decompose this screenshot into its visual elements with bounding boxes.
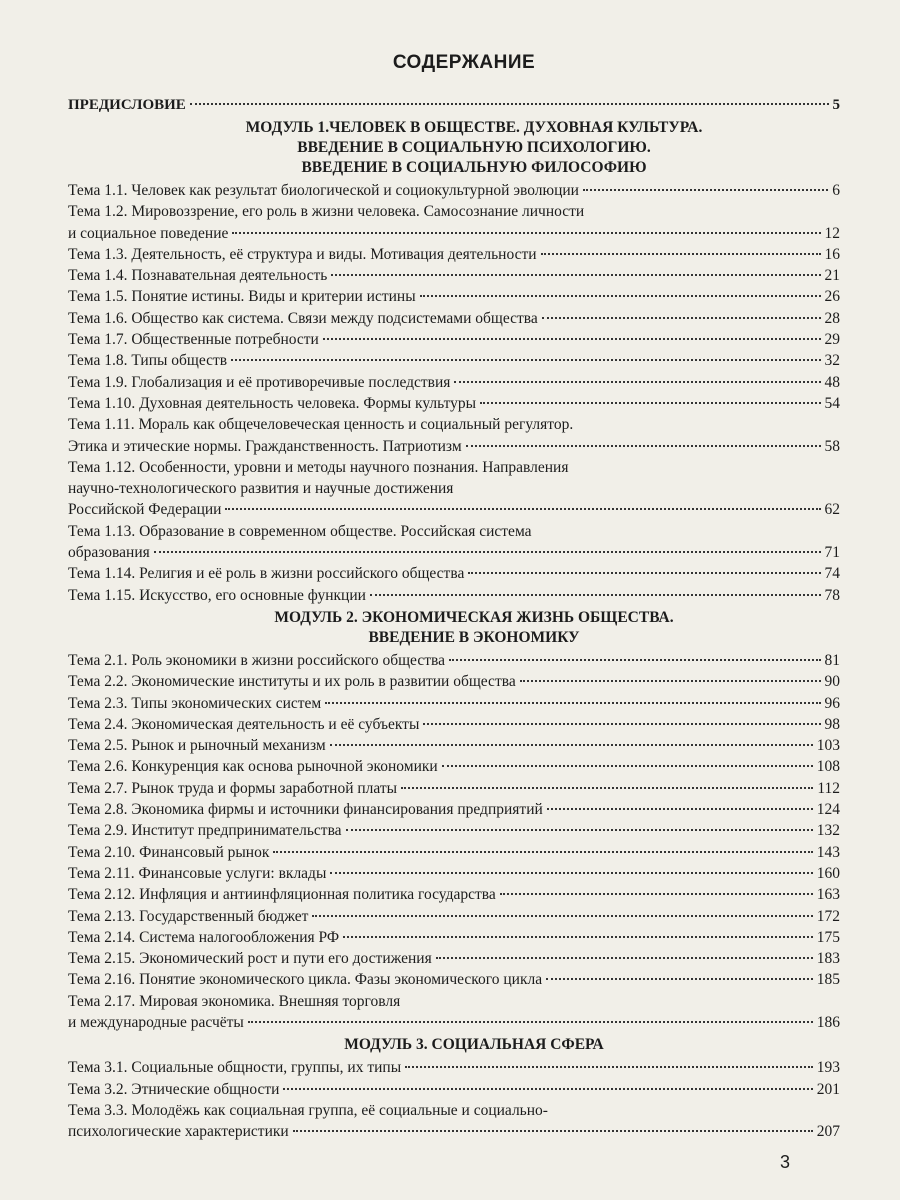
- leader-dots: [420, 295, 821, 297]
- entry-title: Тема 2.15. Экономический рост и пути его достижения: [68, 950, 432, 968]
- entry-line: [68, 927, 840, 948]
- entry-page: 124: [816, 801, 840, 819]
- entry-line: [68, 693, 840, 714]
- entry-line: [68, 884, 840, 905]
- leader-dots: [401, 787, 813, 789]
- leader-dots: [583, 189, 828, 191]
- leader-dots: [520, 680, 821, 682]
- entry-page: 26: [824, 288, 840, 306]
- leader-dots: [542, 317, 821, 319]
- leader-dots: [323, 338, 821, 340]
- entry-page: 96: [824, 694, 840, 712]
- entry-page: 132: [816, 822, 840, 840]
- toc-entry[interactable]: [68, 457, 840, 521]
- leader-dots: [547, 808, 813, 810]
- toc-entry[interactable]: [68, 756, 840, 777]
- toc-entry[interactable]: [68, 180, 840, 201]
- leader-dots: [331, 274, 820, 276]
- toc-entry[interactable]: [68, 842, 840, 863]
- toc-entry[interactable]: [68, 414, 840, 457]
- entry-page: 112: [817, 779, 840, 797]
- entry-line: [68, 542, 840, 563]
- entry-line: [68, 563, 840, 584]
- toc-entry[interactable]: [68, 693, 840, 714]
- entry-line: [68, 671, 840, 692]
- entry-title-line: Тема 1.2. Мировоззрение, его роль в жизни человека. Самосознание личности: [68, 203, 585, 221]
- module1-heading-line: ВВЕДЕНИЕ В СОЦИАЛЬНУЮ ФИЛОСОФИЮ: [301, 159, 647, 176]
- toc-entry[interactable]: [68, 906, 840, 927]
- entry-line: [68, 244, 840, 265]
- toc-entry[interactable]: [68, 1057, 840, 1078]
- leader-dots: [546, 978, 813, 980]
- entry-page: 185: [816, 971, 840, 989]
- entry-line: [68, 350, 840, 371]
- toc-entry[interactable]: [68, 393, 840, 414]
- entry-title: Тема 1.4. Познавательная деятельность: [68, 267, 328, 285]
- entry-page: 207: [816, 1123, 840, 1141]
- leader-dots: [154, 551, 821, 553]
- entry-title: Тема 1.7. Общественные потребности: [68, 331, 319, 349]
- entry-title-line: научно-технологического развития и научные достижения: [68, 480, 454, 498]
- preface-page: 5: [832, 97, 840, 113]
- module2-heading-line: ВВЕДЕНИЕ В ЭКОНОМИКУ: [368, 628, 580, 646]
- entry-title: Тема 2.14. Система налогообложения РФ: [68, 928, 340, 946]
- entry-title: Тема 2.10. Финансовый рынок: [68, 843, 270, 861]
- entry-title: Тема 1.14. Религия и её роль в жизни российского общества: [68, 565, 465, 583]
- entry-title: Тема 3.2. Этнические общности: [68, 1080, 280, 1098]
- entry-line: [68, 223, 840, 244]
- entry-title: Тема 1.5. Понятие истины. Виды и критерии истины: [68, 288, 416, 306]
- toc-entry[interactable]: [68, 1100, 840, 1143]
- entry-page: 54: [824, 394, 840, 412]
- leader-dots: [330, 872, 812, 874]
- leader-dots: [423, 723, 820, 725]
- leader-dots: [442, 765, 813, 767]
- toc-entry[interactable]: [68, 329, 840, 350]
- entry-page: 58: [824, 437, 840, 455]
- entry-title: Тема 2.11. Финансовые услуги: вклады: [68, 864, 327, 882]
- leader-dots: [370, 594, 821, 596]
- toc-entry[interactable]: [68, 201, 840, 244]
- entry-title: Тема 2.3. Типы экономических систем: [68, 694, 322, 712]
- entry-page: 143: [816, 843, 840, 861]
- entry-title: и социальное поведение: [68, 224, 229, 242]
- toc-entry[interactable]: [68, 521, 840, 564]
- entry-line: [68, 393, 840, 414]
- toc-entry[interactable]: [68, 991, 840, 1034]
- leader-dots: [273, 851, 812, 853]
- entry-title: Тема 1.1. Человек как результат биологической и социокультурной эволюции: [68, 182, 579, 199]
- leader-dots: [454, 381, 820, 383]
- entry-title-line: Тема 2.17. Мировая экономика. Внешняя торговля: [68, 992, 401, 1010]
- entry-title: Российской Федерации: [68, 501, 222, 519]
- toc-entry[interactable]: [68, 735, 840, 756]
- entry-page: 28: [824, 309, 840, 327]
- entry-title: образования: [68, 544, 150, 562]
- entry-line: [68, 1057, 840, 1078]
- entry-page: 103: [816, 737, 840, 755]
- toc-modules: [68, 118, 840, 1142]
- entry-page: 175: [816, 928, 840, 946]
- entry-line: [68, 329, 840, 350]
- module2-heading-line: МОДУЛЬ 2. ЭКОНОМИЧЕСКАЯ ЖИЗНЬ ОБЩЕСТВА.: [274, 608, 674, 626]
- entry-page: 71: [824, 544, 840, 562]
- entry-title: Тема 2.1. Роль экономики в жизни российского общества: [68, 651, 445, 669]
- toc-entry[interactable]: [68, 799, 840, 820]
- preface-label: ПРЕДИСЛОВИЕ: [68, 97, 186, 113]
- entry-page: 29: [824, 331, 840, 349]
- entry-page: 98: [824, 715, 840, 733]
- leader-dots: [325, 702, 820, 704]
- toc-entry[interactable]: [68, 1079, 840, 1100]
- entry-title: Тема 2.6. Конкуренция как основа рыночной экономики: [68, 758, 438, 776]
- leader-dots: [500, 893, 813, 895]
- entry-line: [68, 735, 840, 756]
- leader-dots: [330, 744, 813, 746]
- entry-page: 193: [816, 1059, 840, 1077]
- entry-title: Тема 3.1. Социальные общности, группы, их типы: [68, 1059, 402, 1077]
- entry-title: Тема 1.10. Духовная деятельность человека. Формы культуры: [68, 394, 477, 412]
- entry-line: [68, 1121, 840, 1142]
- toc-entry[interactable]: [68, 286, 840, 307]
- entry-page: 108: [816, 758, 840, 776]
- leader-dots: [231, 359, 820, 361]
- entry-title: психологические характеристики: [68, 1123, 289, 1141]
- entry-title: Тема 2.2. Экономические институты и их роль в развитии общества: [68, 673, 516, 691]
- entry-title: Тема 2.13. Государственный бюджет: [68, 907, 309, 925]
- entry-page: 183: [816, 950, 840, 968]
- leader-dots: [283, 1088, 812, 1090]
- entry-title: Тема 2.8. Экономика фирмы и источники финансирования предприятий: [68, 801, 543, 819]
- entry-title: Тема 1.8. Типы обществ: [68, 352, 228, 370]
- toc-entry[interactable]: [68, 820, 840, 841]
- module3-heading-line: МОДУЛЬ 3. СОЦИАЛЬНАЯ СФЕРА: [344, 1036, 604, 1054]
- entry-line: [68, 372, 840, 393]
- entry-page: 78: [824, 586, 840, 604]
- entry-line: [68, 820, 840, 841]
- entry-page: 32: [824, 352, 840, 370]
- leader-dots: [190, 103, 829, 105]
- entry-page: 163: [816, 886, 840, 904]
- entry-title: Тема 1.3. Деятельность, её структура и виды. Мотивация деятельности: [68, 245, 537, 263]
- module3-heading: [68, 1035, 840, 1055]
- module1-heading-line: МОДУЛЬ 1.ЧЕЛОВЕК В ОБЩЕСТВЕ. ДУХОВНАЯ КУЛЬТУРА.: [245, 119, 703, 136]
- entry-title: Тема 2.7. Рынок труда и формы заработной платы: [68, 779, 398, 797]
- toc-entry[interactable]: [68, 671, 840, 692]
- entry-title: Тема 1.9. Глобализация и её противоречивые последствия: [68, 373, 451, 391]
- entry-title: Тема 1.15. Искусство, его основные функции: [68, 586, 366, 604]
- leader-dots: [312, 915, 812, 917]
- entry-line: [68, 863, 840, 884]
- entry-title: Тема 2.16. Понятие экономического цикла. Фазы экономического цикла: [68, 971, 543, 989]
- leader-dots: [466, 445, 821, 447]
- leader-dots: [480, 402, 820, 404]
- toc-entry[interactable]: [68, 585, 840, 606]
- entry-page: 48: [824, 373, 840, 391]
- entry-line: [68, 265, 840, 286]
- entry-line: [68, 308, 840, 329]
- entry-line: [68, 499, 840, 520]
- leader-dots: [225, 508, 820, 510]
- leader-dots: [232, 232, 820, 234]
- leader-dots: [449, 659, 821, 661]
- page-number: 3: [779, 1152, 790, 1172]
- entry-line: [68, 180, 840, 201]
- entry-page: 21: [824, 267, 840, 285]
- toc-entry[interactable]: [68, 350, 840, 371]
- toc-entry[interactable]: [68, 714, 840, 735]
- entry-page: 90: [824, 673, 840, 691]
- entry-page: 172: [816, 907, 840, 925]
- toc-entry[interactable]: [68, 563, 840, 584]
- module1-heading-line: ВВЕДЕНИЕ В СОЦИАЛЬНУЮ ПСИХОЛОГИЮ.: [297, 139, 651, 156]
- module1-heading: [68, 118, 840, 178]
- toc-entry[interactable]: [68, 927, 840, 948]
- entry-title-line: Тема 1.12. Особенности, уровни и методы научного познания. Направления: [68, 458, 569, 476]
- toc-entry[interactable]: [68, 650, 840, 671]
- entry-line: [68, 1079, 840, 1100]
- entry-page: 81: [824, 651, 840, 669]
- entry-title-line: Тема 3.3. Молодёжь как социальная группа, её социальные и социально-: [68, 1101, 548, 1119]
- entry-title: Тема 2.12. Инфляция и антиинфляционная политика государства: [68, 886, 496, 904]
- leader-dots: [405, 1066, 813, 1068]
- toc-entry[interactable]: [68, 969, 840, 990]
- leader-dots: [436, 957, 813, 959]
- entry-page: 6: [832, 182, 840, 199]
- entry-title: Этика и этические нормы. Гражданственность. Патриотизм: [68, 437, 462, 455]
- entry-page: 160: [816, 864, 840, 882]
- entry-title: Тема 2.4. Экономическая деятельность и её субъекты: [68, 715, 420, 733]
- entry-line: [68, 714, 840, 735]
- leader-dots: [343, 936, 813, 938]
- entry-line: [68, 906, 840, 927]
- entry-title-line: Тема 1.11. Мораль как общечеловеческая ценность и социальный регулятор.: [68, 416, 574, 434]
- toc-entry[interactable]: [68, 265, 840, 286]
- entry-page: 201: [816, 1080, 840, 1098]
- entry-title: Тема 2.5. Рынок и рыночный механизм: [68, 737, 326, 755]
- leader-dots: [346, 829, 813, 831]
- entry-page: 16: [824, 245, 840, 263]
- entry-title-line: Тема 1.13. Образование в современном обществе. Российская система: [68, 522, 532, 540]
- toc-entry[interactable]: [68, 308, 840, 329]
- leader-dots: [541, 253, 821, 255]
- toc-entry[interactable]: [68, 778, 840, 799]
- entry-line: [68, 778, 840, 799]
- preface-entry[interactable]: [68, 94, 840, 116]
- entry-title: Тема 2.9. Институт предпринимательства: [68, 822, 342, 840]
- entry-line: [68, 585, 840, 606]
- entry-line: [68, 842, 840, 863]
- entry-line: [68, 756, 840, 777]
- entry-line: [68, 436, 840, 457]
- entry-page: 62: [824, 501, 840, 519]
- toc-heading: СОДЕРЖАНИЕ: [392, 52, 536, 73]
- toc-entry[interactable]: [68, 372, 840, 393]
- entry-title: Тема 1.6. Общество как система. Связи между подсистемами общества: [68, 309, 538, 327]
- entry-page: 186: [816, 1013, 840, 1031]
- toc-entry[interactable]: [68, 244, 840, 265]
- toc-entry[interactable]: [68, 884, 840, 905]
- toc-entry[interactable]: [68, 863, 840, 884]
- entry-line: [68, 948, 840, 969]
- entry-line: [68, 799, 840, 820]
- entry-line: [68, 969, 840, 990]
- entry-line: [68, 650, 840, 671]
- entry-title: и международные расчёты: [68, 1013, 244, 1031]
- leader-dots: [468, 572, 820, 574]
- module2-heading: [68, 608, 840, 648]
- toc-entry[interactable]: [68, 948, 840, 969]
- entry-page: 74: [824, 565, 840, 583]
- leader-dots: [248, 1021, 813, 1023]
- leader-dots: [293, 1130, 813, 1132]
- entry-page: 12: [824, 224, 840, 242]
- entry-line: [68, 286, 840, 307]
- entry-line: [68, 1012, 840, 1033]
